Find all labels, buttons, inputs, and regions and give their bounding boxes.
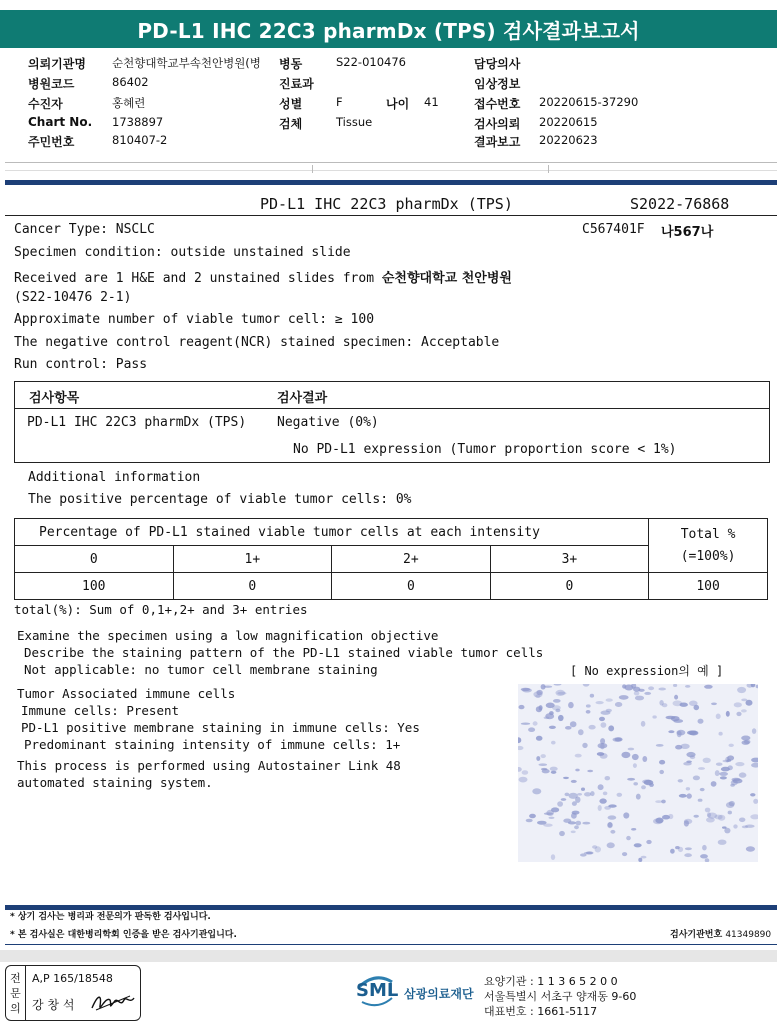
nucleus — [661, 800, 666, 804]
nucleus — [586, 704, 591, 707]
chart-label: Chart No. — [28, 115, 93, 129]
nucleus — [641, 721, 646, 727]
nucleus — [631, 828, 636, 831]
nucleus — [686, 787, 690, 790]
nucleus — [621, 752, 630, 758]
nucleus — [553, 699, 561, 703]
nucleus — [687, 793, 692, 798]
nucleus — [668, 730, 674, 733]
nucleus — [536, 736, 543, 741]
nucleus — [662, 815, 670, 820]
footer-rule — [5, 944, 777, 945]
nucleus — [741, 709, 747, 712]
test-item: PD-L1 IHC 22C3 pharmDx (TPS) — [27, 415, 247, 430]
nucleus — [533, 691, 542, 697]
nucleus — [652, 715, 656, 718]
intensity-column-header: 1+ — [173, 546, 332, 573]
nucleus — [726, 802, 734, 808]
nucleus — [551, 854, 555, 860]
nucleus — [677, 730, 686, 736]
nucleus — [722, 826, 727, 828]
receipt-label: 접수번호 — [474, 97, 521, 111]
nucleus — [700, 854, 708, 858]
ward-value: S22-010476 — [336, 55, 406, 69]
nucleus — [622, 852, 627, 856]
specialist-label: 전문의 — [6, 966, 26, 1020]
nucleus — [644, 692, 651, 695]
nucleus — [729, 744, 734, 747]
hospital-code-label: 병원코드 — [28, 77, 75, 91]
nucleus — [670, 849, 675, 854]
nucleus — [550, 767, 558, 771]
result-box-divider — [15, 408, 769, 409]
nucleus — [723, 760, 729, 762]
nucleus — [522, 770, 529, 775]
nucleus — [705, 808, 711, 813]
header-divider — [5, 162, 777, 163]
patient-value: 홍혜련 — [112, 96, 146, 110]
examine-line-1: Examine the specimen using a low magnification objective — [17, 628, 439, 643]
nucleus — [746, 700, 753, 706]
nucleus — [571, 831, 576, 834]
tumor-cell-count: Approximate number of viable tumor cell: ≥ 100 — [14, 312, 375, 327]
nucleus — [704, 685, 713, 689]
nucleus — [626, 836, 631, 840]
report-test-name: PD-L1 IHC 22C3 pharmDx (TPS) — [260, 195, 513, 213]
nucleus — [641, 856, 647, 859]
nucleus — [577, 793, 582, 796]
nucleus — [700, 788, 705, 791]
nucleus — [598, 743, 608, 749]
nucleus — [689, 701, 698, 707]
nucleus — [521, 723, 530, 725]
nucleus — [622, 684, 626, 688]
nucleus — [608, 725, 614, 731]
nucleus — [679, 794, 687, 798]
nucleus — [539, 763, 548, 766]
nucleus — [675, 745, 682, 750]
nucleus — [603, 792, 608, 796]
nucleus — [607, 822, 613, 828]
nucleus — [703, 758, 711, 763]
received-line — [14, 267, 512, 286]
nucleus — [687, 731, 697, 735]
specimen-label: 검체 — [279, 117, 303, 131]
intensity-table — [14, 518, 768, 600]
nucleus — [601, 711, 611, 715]
immune-positive: PD-L1 positive membrane staining in immune cells: Yes — [21, 720, 420, 735]
nucleus — [606, 698, 613, 701]
nucleus — [721, 767, 730, 772]
nucleus — [575, 797, 580, 803]
nucleus — [711, 781, 717, 787]
nucleus — [561, 798, 567, 801]
nucleus — [636, 794, 641, 800]
nucleus — [641, 785, 646, 789]
divider-tick — [548, 165, 549, 173]
immune-present: Immune cells: Present — [21, 703, 180, 718]
nucleus — [607, 842, 615, 848]
id-value: 810407-2 — [112, 133, 168, 147]
hospital-code-value: 86402 — [112, 75, 149, 89]
nucleus — [565, 793, 570, 797]
nucleus — [711, 703, 717, 706]
nucleus — [628, 748, 635, 751]
footnote-1: * 상기 검사는 병리과 전문의가 판독한 검사입니다. — [10, 912, 211, 922]
additional-title: Additional information — [28, 470, 201, 485]
nucleus — [608, 815, 617, 819]
intensity-value: 0 — [490, 573, 649, 600]
nucleus — [542, 769, 550, 773]
nucleus — [673, 700, 683, 706]
additional-positive: The positive percentage of viable tumor cells: 0% — [28, 492, 412, 507]
nucleus — [666, 716, 676, 719]
nucleus — [575, 769, 579, 772]
doctor-label: 담당의사 — [474, 57, 521, 71]
nucleus — [549, 817, 555, 819]
dept-label: 진료과 — [279, 77, 314, 91]
nucleus — [678, 847, 683, 852]
total-header-cell — [649, 519, 768, 573]
nucleus — [752, 728, 756, 734]
total-subheader: (=100%) — [680, 548, 736, 564]
nucleus — [563, 819, 571, 823]
immune-title: Tumor Associated immune cells — [17, 686, 236, 701]
report-title: PD-L1 IHC 22C3 pharmDx (TPS) 검사결과보고서 — [0, 10, 777, 48]
examine-line-3: Not applicable: no tumor cell membrane staining — [24, 662, 378, 677]
nucleus — [753, 799, 758, 804]
nucleus — [627, 778, 635, 781]
signature-stamp — [5, 965, 141, 1021]
nucleus — [719, 732, 723, 736]
nucleus — [601, 722, 607, 728]
nucleus — [638, 858, 642, 862]
footer-band — [0, 950, 777, 962]
patient-header — [0, 55, 777, 155]
nucleus — [623, 812, 629, 818]
examine-line-2: Describe the staining pattern of the PD-L1 stained viable tumor cells — [24, 645, 544, 660]
divider-tick — [312, 165, 313, 173]
request-value: 20220615 — [539, 115, 598, 129]
nucleus — [549, 726, 556, 729]
nucleus — [581, 788, 585, 791]
nucleus — [655, 818, 663, 824]
intensity-value: 100 — [15, 573, 174, 600]
org-number-label: 검사기관번호 — [670, 930, 723, 940]
company-phone: 대표번호 : 1661-5117 — [484, 1005, 598, 1018]
nucleus — [659, 700, 663, 706]
age-value: 41 — [424, 95, 439, 109]
specimen-value: Tissue — [336, 115, 373, 129]
nucleus — [732, 778, 741, 781]
report-number: S2022-76868 — [630, 195, 730, 213]
received-hospital: 순천향대학교 천안병원 — [381, 271, 512, 286]
specimen-condition: Specimen condition: outside unstained slide — [14, 245, 351, 260]
nucleus — [633, 782, 638, 785]
institution-value: 순천향대학교부속천안병원(병 — [112, 56, 261, 70]
intensity-column-header: 0 — [15, 546, 174, 573]
patient-label: 수진자 — [28, 97, 63, 111]
nucleus — [582, 743, 587, 748]
nucleus — [718, 840, 727, 845]
nucleus — [552, 705, 561, 710]
nucleus — [745, 825, 755, 828]
immune-intensity: Predominant staining intensity of immune cells: 1+ — [24, 737, 401, 752]
nucleus — [632, 754, 639, 760]
nucleus — [599, 717, 605, 721]
expression-result: No PD-L1 expression (Tumor proportion score < 1%) — [293, 442, 677, 457]
nucleus — [728, 811, 732, 815]
intensity-header: Percentage of PD-L1 stained viable tumor cells at each intensity — [15, 519, 649, 546]
nucleus — [610, 830, 615, 834]
nucleus — [563, 777, 569, 779]
header-divider-2 — [5, 170, 777, 171]
nucleus — [617, 793, 623, 797]
nucleus — [634, 843, 642, 847]
nucleus — [571, 780, 577, 783]
nucleus — [574, 825, 579, 829]
nucleus — [693, 776, 700, 781]
org-number: 41349890 — [725, 930, 772, 940]
company-agency: 요양기관 : 1 1 3 6 5 2 0 0 — [484, 975, 618, 988]
nucleus — [686, 761, 692, 763]
nucleus — [595, 846, 601, 852]
nucleus — [565, 726, 572, 730]
nucleus — [750, 793, 755, 796]
intensity-value: 0 — [332, 573, 491, 600]
pathologist-name: 강 창 석 — [32, 998, 75, 1012]
nucleus — [698, 799, 703, 802]
nucleus — [733, 824, 737, 828]
process-line-1: This process is performed using Autostainer Link 48 — [17, 758, 401, 773]
title-underline — [5, 215, 777, 216]
test-result-header: 검사결과 — [277, 391, 328, 406]
nucleus — [702, 845, 707, 851]
nucleus — [575, 754, 582, 758]
nucleus — [598, 784, 604, 790]
result-box — [14, 381, 770, 463]
clinical-label: 임상정보 — [474, 77, 521, 91]
test-item-header: 검사항목 — [29, 391, 80, 406]
nucleus — [586, 710, 591, 714]
ncr-status: The negative control reagent(NCR) stained specimen: Acceptable — [14, 335, 500, 350]
nucleus — [642, 756, 647, 762]
nucleus — [741, 736, 750, 741]
nucleus — [558, 715, 564, 721]
request-label: 검사의뢰 — [474, 117, 521, 131]
nucleus — [720, 776, 727, 779]
nucleus — [528, 727, 535, 732]
nucleus — [685, 847, 692, 850]
nucleus — [570, 721, 577, 727]
nucleus — [532, 788, 541, 794]
total-note: total(%): Sum of 0,1+,2+ and 3+ entries — [14, 602, 308, 617]
nucleus — [678, 779, 683, 782]
nucleus — [546, 810, 554, 816]
nucleus — [604, 806, 611, 810]
slide-ref: (S22-10476 2-1) — [14, 290, 132, 305]
micrograph-image — [518, 684, 758, 862]
intensity-column-header: 2+ — [332, 546, 491, 573]
nucleus — [659, 760, 665, 765]
nucleus — [551, 741, 556, 745]
nucleus — [526, 819, 533, 822]
age-label: 나이 — [386, 97, 410, 111]
specimen-code-2: 나567나 — [661, 225, 714, 240]
nucleus — [615, 702, 622, 707]
nucleus — [716, 763, 723, 766]
nucleus — [582, 822, 590, 825]
chart-value: 1738897 — [112, 115, 164, 129]
nucleus — [726, 711, 730, 717]
specimen-code: C567401F — [582, 222, 645, 237]
nucleus — [596, 701, 604, 704]
nucleus — [644, 780, 654, 785]
sex-label: 성별 — [279, 97, 303, 111]
nucleus — [529, 814, 536, 819]
company-name: 삼광의료재단 — [404, 987, 474, 1001]
nucleus — [578, 729, 584, 735]
nucleus — [587, 770, 593, 773]
id-label: 주민번호 — [28, 135, 75, 149]
nucleus — [590, 694, 594, 698]
nucleus — [568, 702, 574, 708]
nucleus — [746, 846, 755, 851]
nucleus — [646, 840, 651, 844]
result-date-value: 20220623 — [539, 133, 598, 147]
nucleus — [557, 692, 566, 695]
nucleus — [541, 684, 546, 689]
nucleus — [648, 686, 654, 690]
top-rule — [5, 180, 777, 185]
run-control: Run control: Pass — [14, 357, 148, 372]
micrograph-svg — [518, 684, 758, 862]
process-line-2: automated staining system. — [17, 775, 213, 790]
nucleus — [537, 821, 547, 825]
nucleus — [635, 696, 644, 701]
intensity-value: 0 — [173, 573, 332, 600]
nucleus — [655, 800, 662, 803]
org-number-line — [670, 927, 771, 940]
company-address: 서울특별시 서초구 양재동 9-60 — [484, 990, 637, 1003]
receipt-value: 20220615-37290 — [539, 95, 639, 109]
nucleus — [519, 777, 528, 783]
nucleus — [739, 772, 747, 777]
nucleus — [533, 721, 538, 725]
nucleus — [715, 770, 720, 776]
nucleus — [739, 818, 745, 823]
nucleus — [735, 762, 744, 766]
received-prefix: Received are 1 H&E and 2 unstained slides from — [14, 271, 375, 286]
nucleus — [589, 725, 596, 730]
nucleus — [690, 755, 695, 759]
nucleus — [557, 801, 563, 807]
nucleus — [605, 776, 611, 780]
nucleus — [698, 719, 704, 724]
image-caption: [ No expression의 예 ] — [570, 664, 724, 678]
institution-label: 의뢰기관명 — [28, 57, 86, 71]
nucleus — [519, 705, 525, 709]
nucleus — [599, 798, 606, 803]
footnote-2: * 본 검사실은 대한병리학회 인증을 받은 검사기관입니다. — [10, 930, 237, 940]
total-header: Total % — [680, 526, 736, 542]
nucleus — [615, 737, 623, 741]
nucleus — [716, 714, 721, 720]
result-date-label: 결과보고 — [474, 135, 521, 149]
nucleus — [633, 763, 637, 768]
nucleus — [576, 821, 582, 826]
signature-icon — [90, 990, 136, 1014]
nucleus — [736, 712, 741, 716]
nucleus — [580, 853, 587, 856]
nucleus — [719, 772, 728, 776]
license-number: A,P 165/18548 — [32, 972, 113, 985]
nucleus — [658, 688, 666, 691]
nucleus — [684, 820, 689, 826]
nucleus — [541, 754, 546, 758]
nucleus — [734, 702, 742, 707]
nucleus — [522, 688, 532, 692]
nucleus — [656, 744, 664, 747]
logo-text: SML — [356, 980, 399, 1001]
nucleus — [698, 767, 705, 770]
nucleus — [742, 740, 750, 745]
nucleus — [549, 711, 554, 715]
nucleus — [539, 705, 543, 710]
sex-value: F — [336, 95, 343, 109]
nucleus — [684, 853, 692, 857]
nucleus — [707, 812, 711, 817]
intensity-column-header: 3+ — [490, 546, 649, 573]
nucleus — [685, 685, 690, 688]
nucleus — [572, 811, 580, 815]
nucleus — [673, 719, 683, 723]
nucleus — [674, 695, 678, 700]
nucleus — [584, 792, 591, 796]
nucleus — [659, 770, 664, 774]
nucleus — [598, 805, 602, 811]
nucleus — [536, 756, 540, 761]
nucleus — [551, 771, 557, 774]
test-result: Negative (0%) — [277, 415, 379, 430]
ward-label: 병동 — [279, 57, 303, 71]
nucleus — [559, 831, 565, 836]
cancer-type: Cancer Type: NSCLC — [14, 222, 155, 237]
nucleus — [597, 752, 604, 756]
nucleus — [619, 695, 629, 700]
company-logo — [356, 972, 476, 1008]
nucleus — [737, 687, 746, 693]
intensity-total: 100 — [649, 573, 768, 600]
nucleus — [694, 815, 699, 818]
